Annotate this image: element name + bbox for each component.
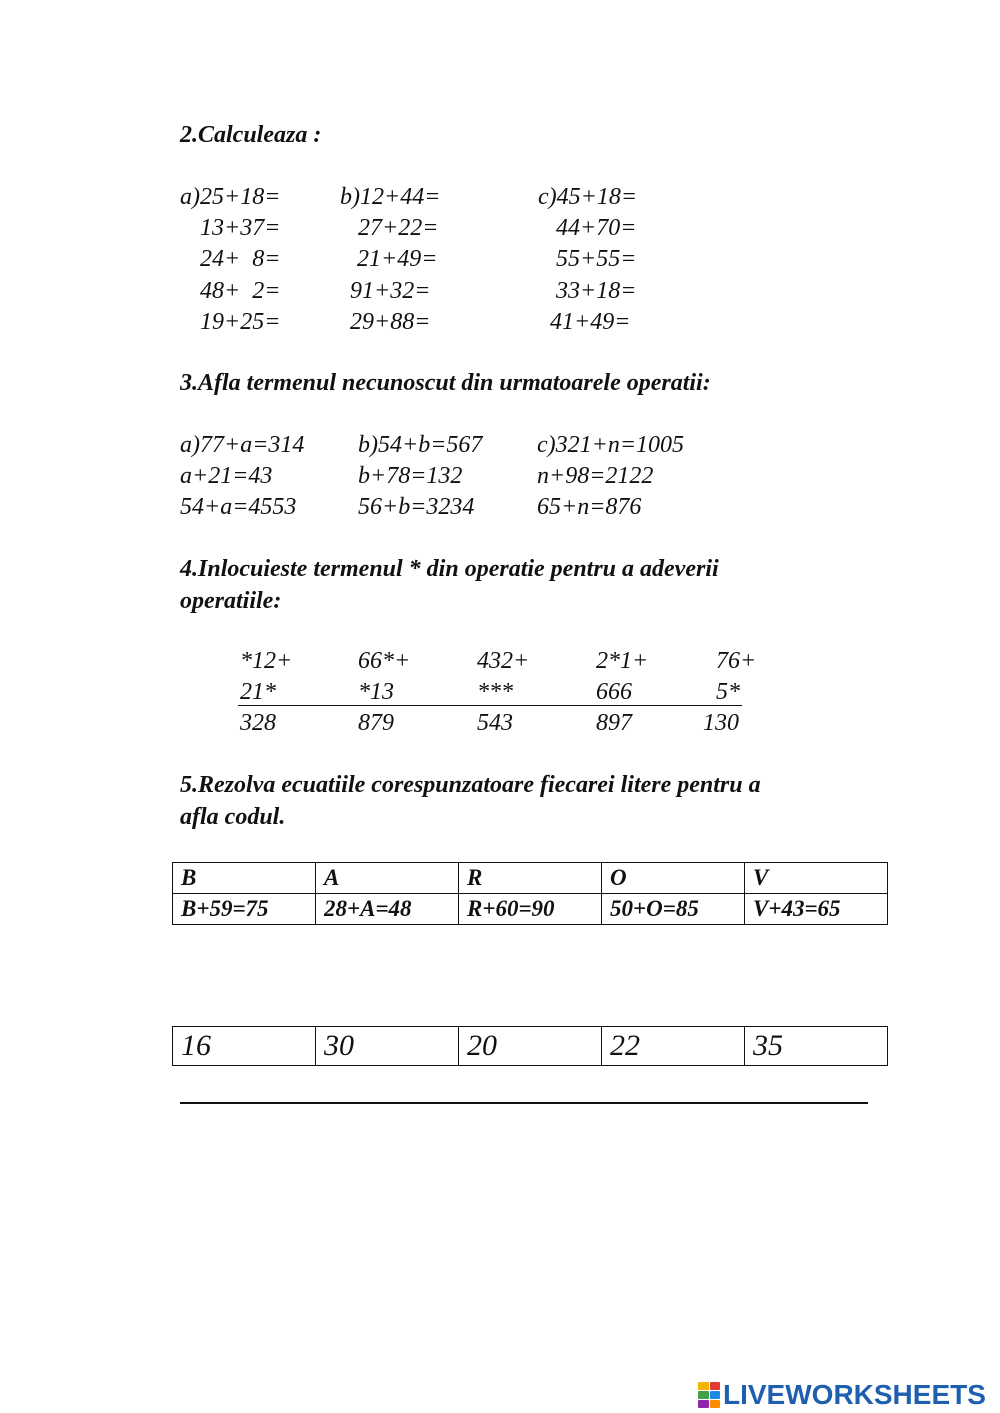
ex2-c-3: 55+55= (556, 246, 637, 272)
ex4-sum4-bottom: 666 (596, 679, 632, 705)
ex5-title-line1: 5.Rezolva ecuatiile corespunzatoare fiecarei litere pentru a (180, 772, 761, 798)
code-table (172, 862, 888, 925)
answer-cell: 20 (459, 1027, 602, 1066)
answer-cell: 16 (173, 1027, 316, 1066)
ex2-a-5: 19+25= (200, 309, 281, 335)
ex2-title: 2.Calculeaza : (180, 122, 322, 148)
liveworksheets-logo (698, 1378, 986, 1412)
equation-cell: 28+A=48 (316, 894, 459, 925)
code-equations-row (173, 894, 888, 925)
ex4-sum2-result: 879 (358, 710, 394, 736)
ex2-c-2: 44+70= (556, 215, 637, 241)
answer-cell: 35 (745, 1027, 888, 1066)
ex2-b-1: b)12+44= (340, 184, 441, 210)
ex4-sum5-result: 130 (703, 710, 739, 736)
letter-cell: A (316, 863, 459, 894)
ex4-sum4-top: 2*1+ (596, 648, 649, 674)
answer-cell: 22 (602, 1027, 745, 1066)
answers-table (172, 1026, 888, 1066)
ex3-c-2: n+98=2122 (537, 463, 654, 489)
ex4-title-line1: 4.Inlocuieste termenul * din operatie pentru a adeverii (180, 556, 719, 582)
letter-cell: V (745, 863, 888, 894)
ex3-a-3: 54+a=4553 (180, 494, 297, 520)
ex4-sum4-result: 897 (596, 710, 632, 736)
ex4-sum3-result: 543 (477, 710, 513, 736)
letter-cell: B (173, 863, 316, 894)
ex4-sum2-top: 66*+ (358, 648, 411, 674)
code-answer-line[interactable] (180, 1102, 868, 1104)
ex2-a-3: 24+ 8= (200, 246, 281, 272)
answer-cell: 30 (316, 1027, 459, 1066)
ex2-b-3: 21+49= (357, 246, 438, 272)
ex4-sum1-top: *12+ (240, 648, 293, 674)
ex4-sum2-bottom: *13 (358, 679, 394, 705)
ex4-sum5-bottom: 5* (716, 679, 740, 705)
ex2-c-5: 41+49= (550, 309, 631, 335)
ex5-title-line2: afla codul. (180, 804, 286, 830)
letter-cell: O (602, 863, 745, 894)
ex3-c-3: 65+n=876 (537, 494, 642, 520)
equation-cell: 50+O=85 (602, 894, 745, 925)
letter-cell: R (459, 863, 602, 894)
ex4-sum3-top: 432+ (477, 648, 530, 674)
ex2-a-2: 13+37= (200, 215, 281, 241)
equation-cell: B+59=75 (173, 894, 316, 925)
equation-cell: V+43=65 (745, 894, 888, 925)
logo-text: LIVEWORKSHEETS (723, 1379, 986, 1410)
ex2-b-4: 91+32= (350, 278, 431, 304)
ex3-b-2: b+78=132 (358, 463, 463, 489)
ex2-b-5: 29+88= (350, 309, 431, 335)
equation-cell: R+60=90 (459, 894, 602, 925)
ex2-c-1: c)45+18= (538, 184, 638, 210)
ex4-sum1-result: 328 (240, 710, 276, 736)
ex3-a-2: a+21=43 (180, 463, 273, 489)
ex4-title-line2: operatiile: (180, 588, 282, 614)
ex2-b-2: 27+22= (358, 215, 439, 241)
ex3-title: 3.Afla termenul necunoscut din urmatoarele operatii: (180, 370, 711, 396)
ex2-a-1: a)25+18= (180, 184, 281, 210)
ex3-a-1: a)77+a=314 (180, 432, 305, 458)
ex4-sum3-bottom: *** (477, 679, 513, 705)
logo-mark-icon (698, 1382, 720, 1408)
code-letters-row (173, 863, 888, 894)
ex2-a-4: 48+ 2= (200, 278, 281, 304)
ex3-b-1: b)54+b=567 (358, 432, 483, 458)
ex4-sum1-bottom: 21* (240, 679, 276, 705)
ex4-sum5-top: 76+ (716, 648, 757, 674)
ex3-b-3: 56+b=3234 (358, 494, 475, 520)
answers-row (173, 1027, 888, 1066)
ex4-sum-divider (238, 705, 742, 706)
ex3-c-1: c)321+n=1005 (537, 432, 685, 458)
ex2-c-4: 33+18= (556, 278, 637, 304)
